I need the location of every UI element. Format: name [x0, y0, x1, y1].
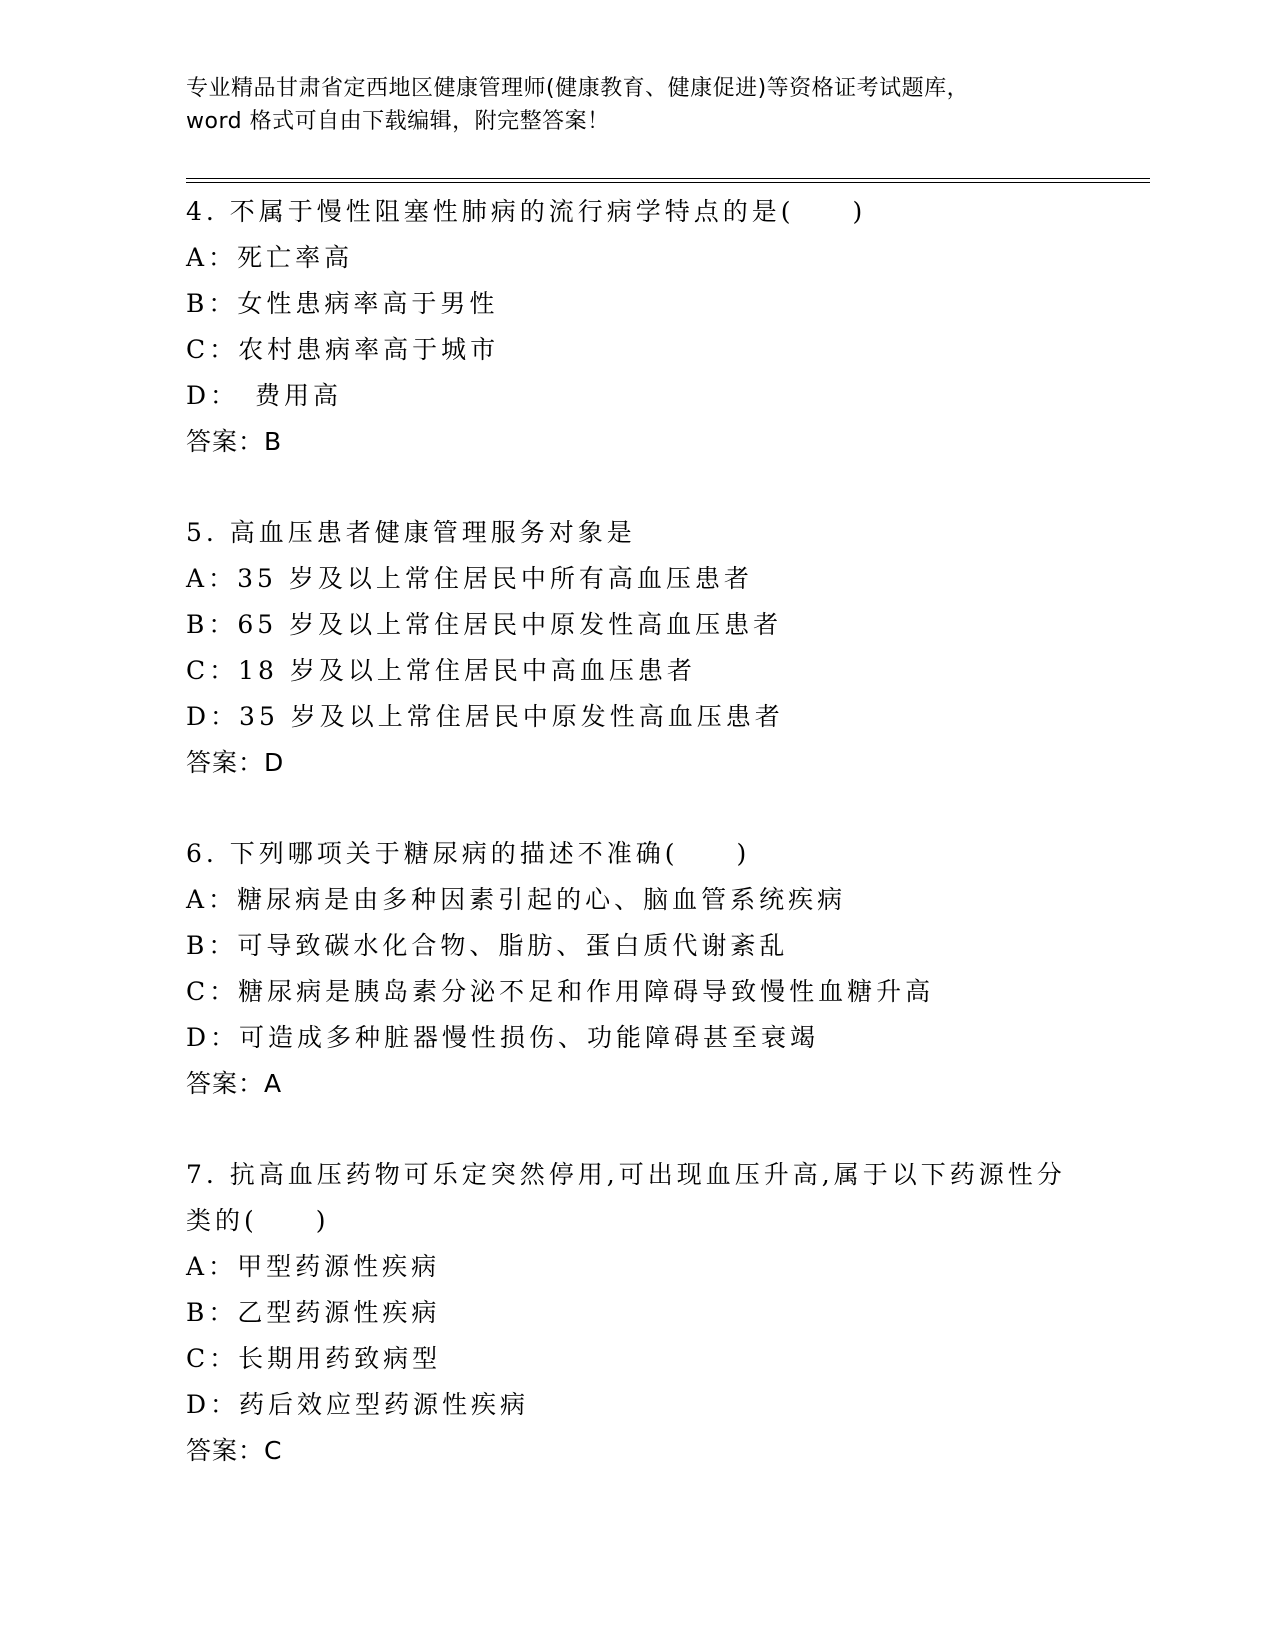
option-text: 女性患病率高于男性: [237, 289, 499, 318]
header-line-1: 专业精品甘肃省定西地区健康管理师(健康教育、健康促进)等资格证考试题库，: [186, 76, 970, 101]
option-d: [186, 694, 1086, 740]
answer-line: 答案：C: [186, 1436, 283, 1465]
question-5: [186, 510, 1086, 786]
option-text: 长期用药致病型: [238, 1344, 442, 1373]
header-line-2: word 格式可自由下载编辑，附完整答案！: [186, 109, 610, 134]
question-stem-line-2: 类的( ): [186, 1206, 330, 1235]
option-text: 乙型药源性疾病: [237, 1298, 441, 1327]
option-text: 可造成多种脏器慢性损伤、功能障碍甚至衰竭: [239, 1023, 820, 1052]
option-key: B：: [186, 931, 238, 960]
option-text: 35 岁及以上常住居民中所有高血压患者: [237, 564, 753, 593]
option-c: [186, 327, 1086, 373]
option-text: 甲型药源性疾病: [237, 1252, 441, 1281]
answer-line: 答案：D: [186, 748, 285, 777]
option-key: A：: [186, 1252, 238, 1281]
option-text: 药后效应型药源性疾病: [239, 1390, 530, 1419]
option-d: [186, 1015, 1086, 1061]
option-c: [186, 969, 1086, 1015]
question-4: [186, 189, 1086, 465]
option-a: [186, 556, 1086, 602]
option-a: [186, 235, 1086, 281]
question-6: [186, 831, 1086, 1107]
option-text: 65 岁及以上常住居民中原发性高血压患者: [237, 610, 783, 639]
option-key: A：: [186, 243, 238, 272]
option-b: [186, 602, 1086, 648]
option-text: 费用高: [255, 381, 343, 410]
option-text: 35 岁及以上常住居民中原发性高血压患者: [239, 702, 784, 731]
question-stem: 5. 高血压患者健康管理服务对象是: [186, 518, 636, 547]
question-stem: 4. 不属于慢性阻塞性肺病的流行病学特点的是( ): [186, 197, 867, 226]
option-a: [186, 877, 1086, 923]
header-divider-bottom: [186, 182, 1150, 183]
option-text: 糖尿病是由多种因素引起的心、脑血管系统疾病: [237, 885, 847, 914]
question-list: [186, 189, 1086, 1519]
option-text: 死亡率高: [237, 243, 354, 272]
option-key: C：: [186, 335, 239, 364]
option-key: C：: [186, 977, 239, 1006]
option-text: 18 岁及以上常住居民中高血压患者: [238, 656, 696, 685]
option-key: A：: [186, 885, 238, 914]
option-b: [186, 281, 1086, 327]
option-key: B：: [186, 1298, 238, 1327]
option-key: A：: [186, 564, 238, 593]
option-text: 糖尿病是胰岛素分泌不足和作用障碍导致慢性血糖升高: [238, 977, 935, 1006]
option-b: [186, 1290, 1086, 1336]
option-a: [186, 1244, 1086, 1290]
option-text: 农村患病率高于城市: [238, 335, 500, 364]
option-key: D：: [186, 381, 240, 410]
option-key: D：: [186, 1390, 240, 1419]
answer-line: 答案：A: [186, 1069, 283, 1098]
option-b: [186, 923, 1086, 969]
option-key: D：: [186, 1023, 240, 1052]
option-c: [186, 1336, 1086, 1382]
document-header: [186, 72, 1086, 138]
option-key: C：: [186, 656, 239, 685]
option-d: [186, 373, 1086, 419]
option-key: D：: [186, 702, 240, 731]
question-stem-line-1: 7. 抗高血压药物可乐定突然停用,可出现血压升高,属于以下药源性分: [186, 1160, 1066, 1189]
question-7: [186, 1152, 1086, 1474]
option-d: [186, 1382, 1086, 1428]
answer-line: 答案：B: [186, 427, 283, 456]
header-divider-top: [186, 178, 1150, 179]
option-text: 可导致碳水化合物、脂肪、蛋白质代谢紊乱: [237, 931, 789, 960]
option-key: B：: [186, 610, 238, 639]
question-stem: 6. 下列哪项关于糖尿病的描述不准确( ): [186, 839, 751, 868]
option-c: [186, 648, 1086, 694]
option-key: C：: [186, 1344, 239, 1373]
option-key: B：: [186, 289, 238, 318]
